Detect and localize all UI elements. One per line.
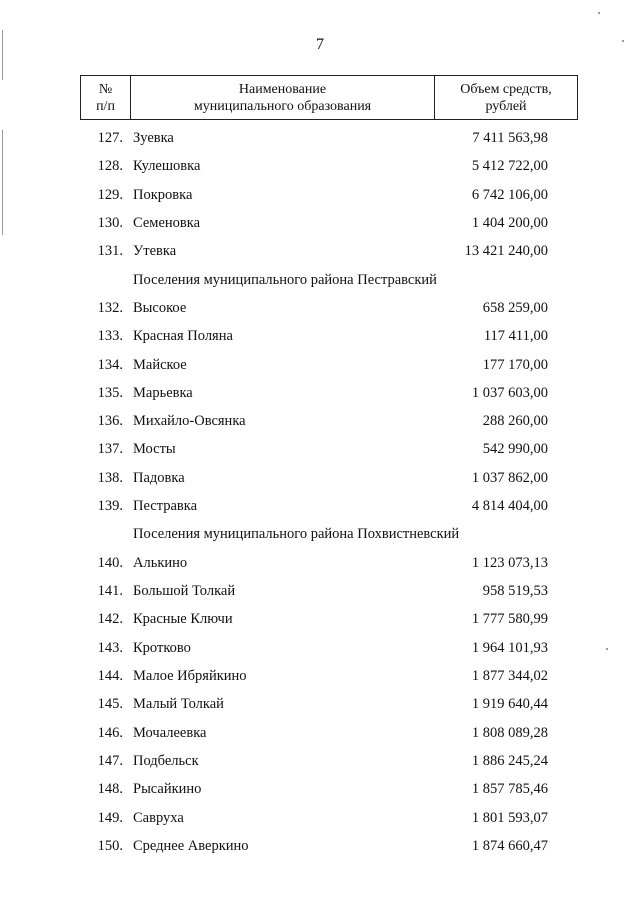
municipality-name: Красные Ключи <box>133 611 233 628</box>
municipality-name: Мосты <box>133 441 176 458</box>
municipality-name: Среднее Аверкино <box>133 837 249 854</box>
row-number: 140. <box>97 554 123 571</box>
row-number: 142. <box>97 611 123 628</box>
municipality-name: Утевка <box>133 243 177 260</box>
table-row <box>0 152 640 180</box>
row-number: 148. <box>97 781 123 798</box>
row-number: 143. <box>97 639 123 656</box>
table-row <box>0 464 640 492</box>
scan-speck <box>598 12 600 14</box>
table-row <box>0 124 640 152</box>
row-number: 129. <box>97 186 123 203</box>
row-number: 150. <box>97 837 123 854</box>
municipality-name: Семеновка <box>133 214 201 231</box>
funds-amount: 958 519,53 <box>482 583 548 599</box>
table-row <box>0 832 640 860</box>
table-row <box>0 605 640 633</box>
row-number: 127. <box>97 130 123 146</box>
header-number-line: № <box>98 81 113 97</box>
funds-amount: 1 404 200,00 <box>471 214 548 231</box>
funds-amount: 1 919 640,44 <box>471 696 548 713</box>
funds-amount: 7 411 563,98 <box>472 130 548 146</box>
section-heading-row <box>0 520 640 548</box>
table-row <box>0 634 640 662</box>
funds-amount: 1 037 862,00 <box>471 469 548 486</box>
municipality-name: Алькино <box>133 554 188 571</box>
row-number: 137. <box>97 441 123 458</box>
funds-amount: 5 412 722,00 <box>471 158 548 175</box>
municipality-name: Пестравка <box>133 498 198 515</box>
header-number-cell <box>81 76 131 119</box>
header-amount-line: Объем средств, <box>460 81 552 97</box>
row-number: 139. <box>97 498 123 515</box>
table-header <box>80 75 578 120</box>
funds-amount: 1 886 245,24 <box>471 752 548 769</box>
table-row <box>0 322 640 350</box>
municipality-name: Высокое <box>133 299 187 316</box>
funds-amount: 1 037 603,00 <box>471 384 548 401</box>
table-row <box>0 492 640 520</box>
section-heading: Поселения муниципального района Пестравский <box>133 271 437 288</box>
municipality-name: Марьевка <box>133 384 193 401</box>
municipality-name: Михайло-Овсянка <box>133 413 246 430</box>
funds-amount: 1 874 660,47 <box>471 837 548 854</box>
funds-amount: 288 260,00 <box>482 413 548 430</box>
row-number: 145. <box>97 696 123 713</box>
table-row <box>0 719 640 747</box>
row-number: 144. <box>97 667 123 684</box>
funds-amount: 658 259,00 <box>482 299 548 316</box>
row-number: 134. <box>97 356 123 373</box>
municipality-name: Большой Толкай <box>133 583 236 599</box>
funds-amount: 1 123 073,13 <box>471 554 548 571</box>
table-row <box>0 804 640 832</box>
row-number: 138. <box>97 469 123 486</box>
funds-amount: 6 742 106,00 <box>471 186 548 203</box>
funds-amount: 4 814 404,00 <box>471 498 548 515</box>
municipality-name: Кулешовка <box>133 158 201 175</box>
funds-amount: 1 808 089,28 <box>471 724 548 741</box>
municipality-name: Майское <box>133 356 187 373</box>
section-heading: Поселения муниципального района Похвистневский <box>133 526 460 543</box>
header-name-cell <box>131 76 435 119</box>
funds-amount: 1 964 101,93 <box>471 639 548 656</box>
row-number: 146. <box>97 724 123 741</box>
section-heading-row <box>0 266 640 294</box>
row-number: 130. <box>97 214 123 231</box>
funds-amount: 1 857 785,46 <box>471 781 548 798</box>
row-number: 131. <box>97 243 123 260</box>
page-number: 7 <box>316 36 324 53</box>
municipality-name: Падовка <box>133 469 185 486</box>
table-row <box>0 294 640 322</box>
row-number: 133. <box>97 328 123 345</box>
table-row <box>0 407 640 435</box>
municipality-name: Мочалеевка <box>133 724 207 741</box>
funds-amount: 117 411,00 <box>483 328 548 345</box>
header-name-line: Наименование <box>238 81 327 97</box>
funds-amount: 1 801 593,07 <box>471 809 548 826</box>
header-name-line: муниципального образования <box>193 98 372 114</box>
table-row <box>0 351 640 379</box>
header-amount-cell <box>435 76 577 119</box>
table-row <box>0 662 640 690</box>
row-number: 147. <box>97 752 123 769</box>
municipality-name: Малый Толкай <box>133 696 224 713</box>
municipality-name: Кротково <box>133 639 191 656</box>
funds-amount: 13 421 240,00 <box>464 243 548 260</box>
table-row <box>0 181 640 209</box>
row-number: 135. <box>97 384 123 401</box>
funds-amount: 1 777 580,99 <box>471 611 548 628</box>
funds-amount: 542 990,00 <box>482 441 548 458</box>
row-number: 149. <box>97 809 123 826</box>
municipality-name: Подбельск <box>133 752 199 769</box>
table-row <box>0 775 640 803</box>
table-row <box>0 690 640 718</box>
header-number-line: п/п <box>96 98 115 114</box>
municipality-name: Малое Ибряйкино <box>133 667 247 684</box>
municipality-name: Зуевка <box>133 130 174 146</box>
municipality-name: Красная Поляна <box>133 328 233 345</box>
table-row <box>0 577 640 605</box>
municipality-name: Рысайкино <box>133 781 202 798</box>
header-amount-line: рублей <box>485 98 527 114</box>
municipality-name: Савруха <box>133 809 184 826</box>
municipality-name: Покровка <box>133 186 193 203</box>
table-body <box>0 124 640 860</box>
table-row <box>0 237 640 265</box>
table-row <box>0 747 640 775</box>
table-row <box>0 379 640 407</box>
row-number: 141. <box>97 583 123 599</box>
table-row <box>0 435 640 463</box>
table-row <box>0 209 640 237</box>
row-number: 136. <box>97 413 123 430</box>
row-number: 128. <box>97 158 123 175</box>
funds-amount: 1 877 344,02 <box>471 667 548 684</box>
funds-amount: 177 170,00 <box>482 356 548 373</box>
row-number: 132. <box>97 299 123 316</box>
table-row <box>0 549 640 577</box>
